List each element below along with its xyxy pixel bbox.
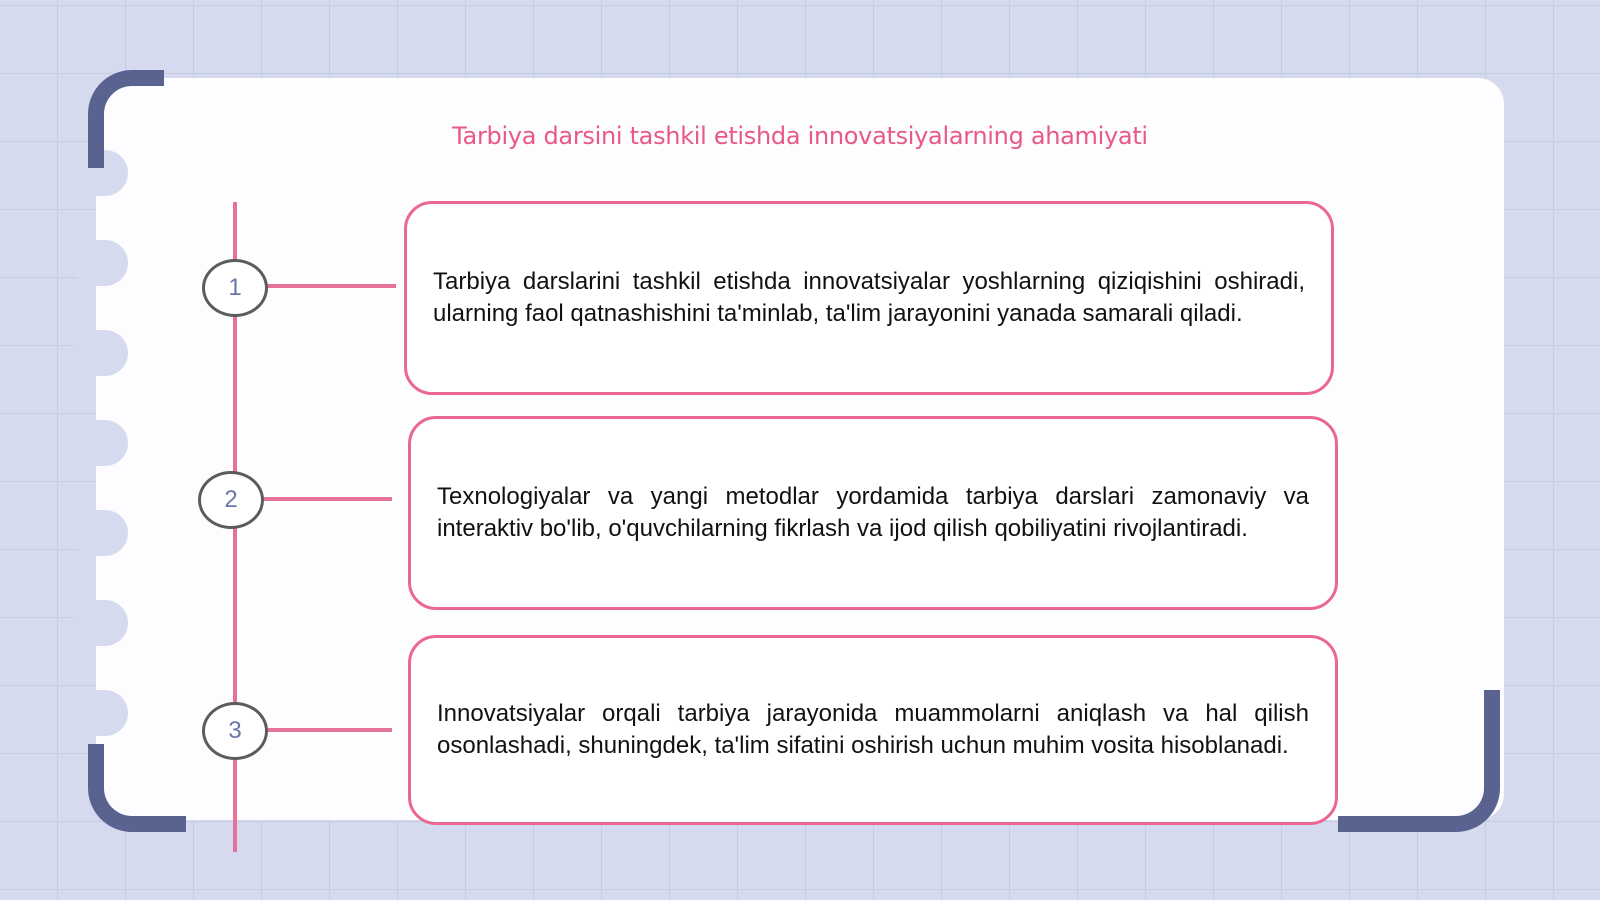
item-card-2 <box>408 416 1338 610</box>
paper-notch <box>72 240 128 286</box>
paper-notch <box>72 690 128 736</box>
step-number-3: 3 <box>202 702 268 760</box>
step-number-2: 2 <box>198 471 264 529</box>
frame-corner-top-left <box>88 70 164 168</box>
paper-notch <box>72 510 128 556</box>
timeline-connector <box>266 728 392 732</box>
timeline-connector <box>262 497 392 501</box>
timeline-connector <box>266 284 396 288</box>
item-text-1: Tarbiya darslarini tashkil etishda innovatsiyalar yoshlarning qiziqishini oshiradi, ularning faol qatnashishini ta'minlab, ta'lim jarayonini yanada samarali qiladi. <box>433 268 1305 327</box>
item-text-2: Texnologiyalar va yangi metodlar yordamida tarbiya darslari zamonaviy va interaktiv bo'lib, o'quvchilarning fikrlash va ijod qilish qobiliyatini rivojlantiradi. <box>437 483 1309 542</box>
frame-corner-bottom-right <box>1338 690 1500 832</box>
paper-notch <box>72 600 128 646</box>
item-card-3 <box>408 635 1338 825</box>
slide-title: Tarbiya darsini tashkil etishda innovatsiyalarning ahamiyati <box>452 122 1148 150</box>
step-number-1: 1 <box>202 259 268 317</box>
paper-notch <box>72 420 128 466</box>
item-text-3: Innovatsiyalar orqali tarbiya jarayonida muammolarni aniqlash va hal qilish osonlashadi, shuningdek, ta'lim sifatini oshirish uchun muhim vosita hisoblanadi. <box>437 700 1309 759</box>
frame-corner-bottom-left <box>88 744 186 832</box>
paper-notch <box>72 330 128 376</box>
item-card-1 <box>404 201 1334 395</box>
